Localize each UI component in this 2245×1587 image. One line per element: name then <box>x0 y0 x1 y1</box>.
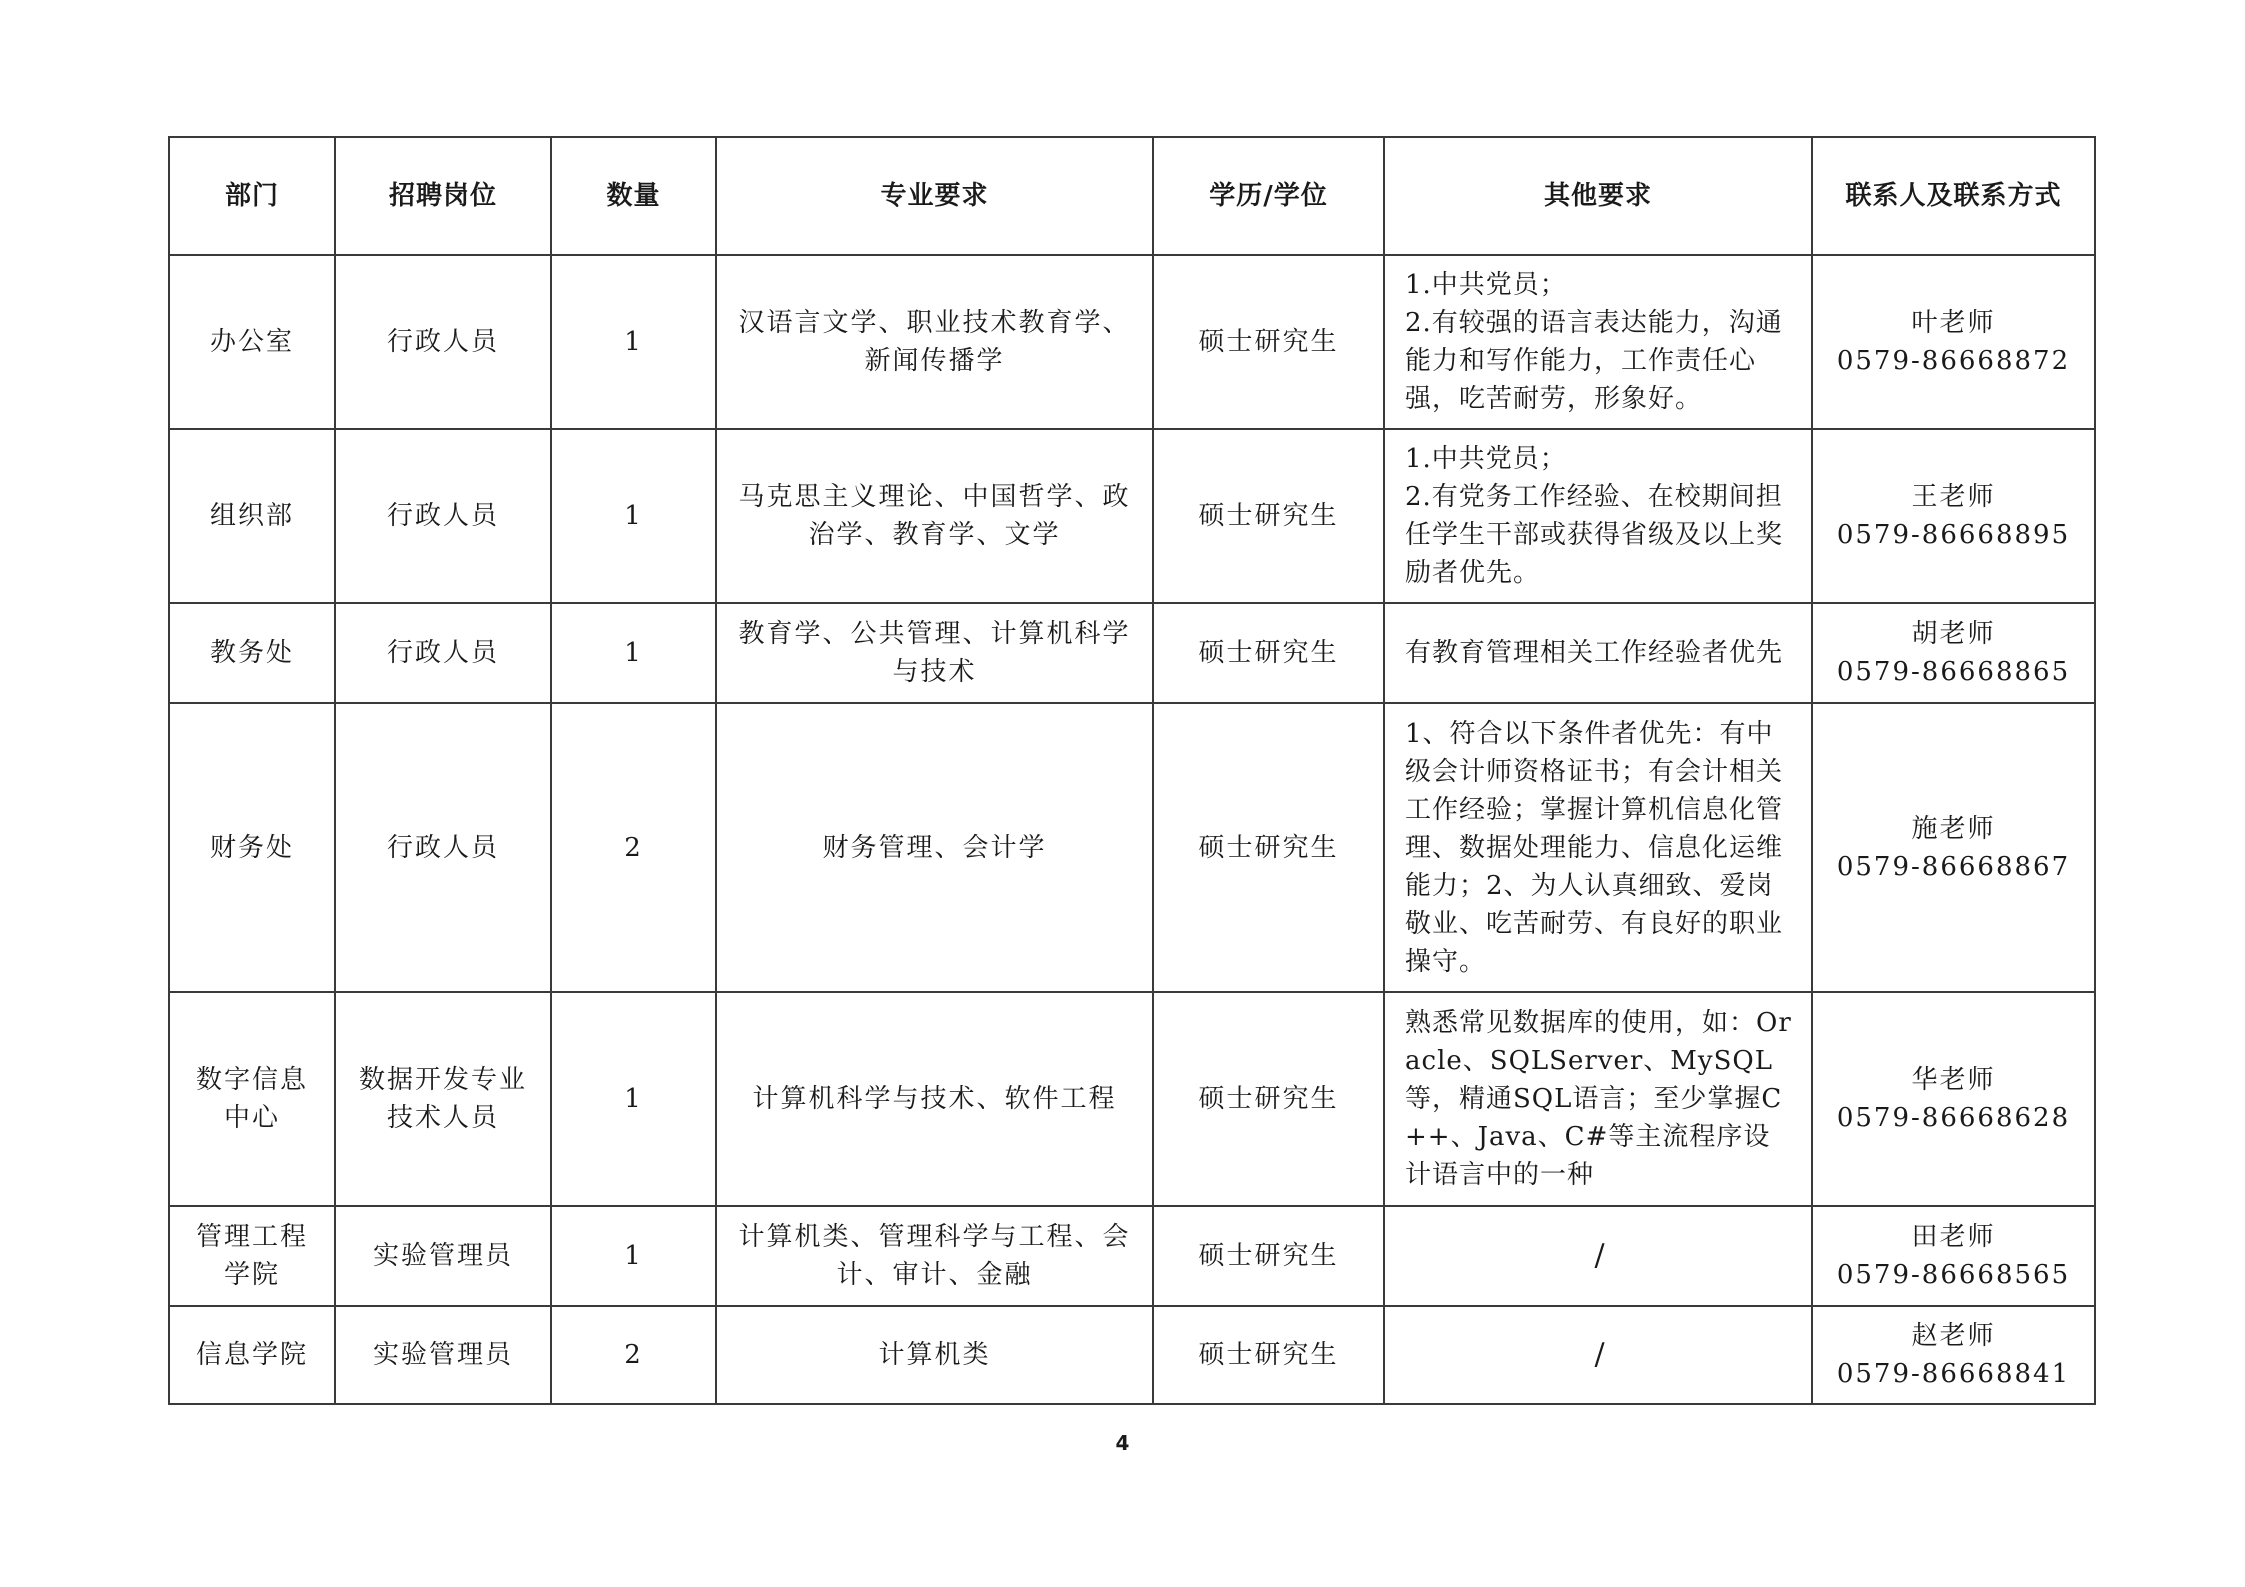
cell-contact <box>1812 603 2095 703</box>
cell-position: 数据开发专业技术人员 <box>335 992 551 1206</box>
cell-count: 1 <box>551 992 716 1206</box>
header-contact: 联系人及联系方式 <box>1812 137 2095 255</box>
cell-department: 数字信息中心 <box>169 992 335 1206</box>
page-number: 4 <box>1115 1431 1130 1455</box>
cell-other <box>1384 429 1812 603</box>
table-row <box>169 603 2095 703</box>
cell-count: 2 <box>551 703 716 992</box>
cell-major: 汉语言文学、职业技术教育学、新闻传播学 <box>716 255 1153 429</box>
cell-count: 1 <box>551 255 716 429</box>
cell-degree: 硕士研究生 <box>1153 429 1384 603</box>
cell-major: 财务管理、会计学 <box>716 703 1153 992</box>
header-count: 数量 <box>551 137 716 255</box>
cell-degree: 硕士研究生 <box>1153 1306 1384 1404</box>
cell-degree: 硕士研究生 <box>1153 603 1384 703</box>
header-department: 部门 <box>169 137 335 255</box>
cell-other <box>1384 1306 1812 1404</box>
cell-contact <box>1812 1206 2095 1306</box>
contact-name: 王老师 <box>1911 482 1996 512</box>
cell-position: 行政人员 <box>335 603 551 703</box>
cell-count: 2 <box>551 1306 716 1404</box>
cell-count: 1 <box>551 1206 716 1306</box>
cell-department: 财务处 <box>169 703 335 992</box>
cell-contact <box>1812 703 2095 992</box>
contact-name: 胡老师 <box>1911 619 1996 649</box>
contact-phone: 0579-86668865 <box>1836 657 2071 687</box>
cell-department: 管理工程学院 <box>169 1206 335 1306</box>
cell-major: 马克思主义理论、中国哲学、政治学、教育学、文学 <box>716 429 1153 603</box>
other-line: 有教育管理相关工作经验者优先 <box>1405 638 1784 668</box>
header-degree: 学历/学位 <box>1153 137 1384 255</box>
cell-major: 计算机类 <box>716 1306 1153 1404</box>
contact-phone: 0579-86668565 <box>1836 1260 2071 1290</box>
cell-position: 行政人员 <box>335 429 551 603</box>
contact-name: 田老师 <box>1911 1222 1996 1252</box>
other-line: 1.中共党员； <box>1405 270 1567 300</box>
cell-department: 组织部 <box>169 429 335 603</box>
other-line: 1.中共党员； <box>1405 444 1567 474</box>
contact-phone: 0579-86668841 <box>1836 1359 2071 1389</box>
cell-contact <box>1812 992 2095 1206</box>
cell-contact <box>1812 1306 2095 1404</box>
other-line: 2.有党务工作经验、在校期间担任学生干部或获得省级及以上奖励者优先。 <box>1405 482 1784 588</box>
table-row <box>169 429 2095 603</box>
cell-major: 计算机科学与技术、软件工程 <box>716 992 1153 1206</box>
header-major: 专业要求 <box>716 137 1153 255</box>
header-position: 招聘岗位 <box>335 137 551 255</box>
table-header <box>169 137 2095 255</box>
contact-name: 叶老师 <box>1911 308 1996 338</box>
contact-phone: 0579-86668867 <box>1836 851 2071 882</box>
cell-position: 实验管理员 <box>335 1306 551 1404</box>
cell-contact <box>1812 255 2095 429</box>
cell-department: 办公室 <box>169 255 335 429</box>
header-other: 其他要求 <box>1384 137 1812 255</box>
cell-other <box>1384 703 1812 992</box>
other-line: / <box>1594 1337 1606 1372</box>
table-row <box>169 1206 2095 1306</box>
header-row <box>169 137 2095 255</box>
table-body <box>169 255 2095 1404</box>
cell-major: 教育学、公共管理、计算机科学与技术 <box>716 603 1153 703</box>
cell-degree: 硕士研究生 <box>1153 255 1384 429</box>
contact-name: 华老师 <box>1911 1065 1996 1095</box>
cell-major: 计算机类、管理科学与工程、会计、审计、金融 <box>716 1206 1153 1306</box>
table-row <box>169 992 2095 1206</box>
contact-name: 施老师 <box>1911 813 1996 844</box>
cell-position: 行政人员 <box>335 255 551 429</box>
cell-contact <box>1812 429 2095 603</box>
cell-other <box>1384 603 1812 703</box>
table-row <box>169 1306 2095 1404</box>
cell-other <box>1384 255 1812 429</box>
other-line: 1、符合以下条件者优先：有中级会计师资格证书；有会计相关工作经验；掌握计算机信息化管理、数据处理能力、信息化运维能力；2、为人认真细致、爱岗敬业、吃苦耐劳、有良好的职业操守。 <box>1405 718 1784 977</box>
other-line: / <box>1594 1238 1606 1273</box>
cell-count: 1 <box>551 603 716 703</box>
table-row <box>169 703 2095 992</box>
contact-name: 赵老师 <box>1911 1321 1996 1351</box>
cell-position: 行政人员 <box>335 703 551 992</box>
cell-count: 1 <box>551 429 716 603</box>
recruitment-table <box>168 136 2096 1405</box>
other-line: 熟悉常见数据库的使用，如：Oracle、SQLServer、MySQL等，精通SQL语言；至少掌握C++、Java、C#等主流程序设计语言中的一种 <box>1405 1008 1792 1190</box>
cell-degree: 硕士研究生 <box>1153 992 1384 1206</box>
cell-department: 教务处 <box>169 603 335 703</box>
cell-degree: 硕士研究生 <box>1153 1206 1384 1306</box>
contact-phone: 0579-86668872 <box>1836 346 2071 376</box>
contact-phone: 0579-86668895 <box>1836 520 2071 550</box>
contact-phone: 0579-86668628 <box>1836 1103 2071 1133</box>
cell-other <box>1384 1206 1812 1306</box>
cell-position: 实验管理员 <box>335 1206 551 1306</box>
cell-other <box>1384 992 1812 1206</box>
table-row <box>169 255 2095 429</box>
cell-department: 信息学院 <box>169 1306 335 1404</box>
other-line: 2.有较强的语言表达能力，沟通能力和写作能力，工作责任心强，吃苦耐劳，形象好。 <box>1405 308 1783 414</box>
cell-degree: 硕士研究生 <box>1153 703 1384 992</box>
